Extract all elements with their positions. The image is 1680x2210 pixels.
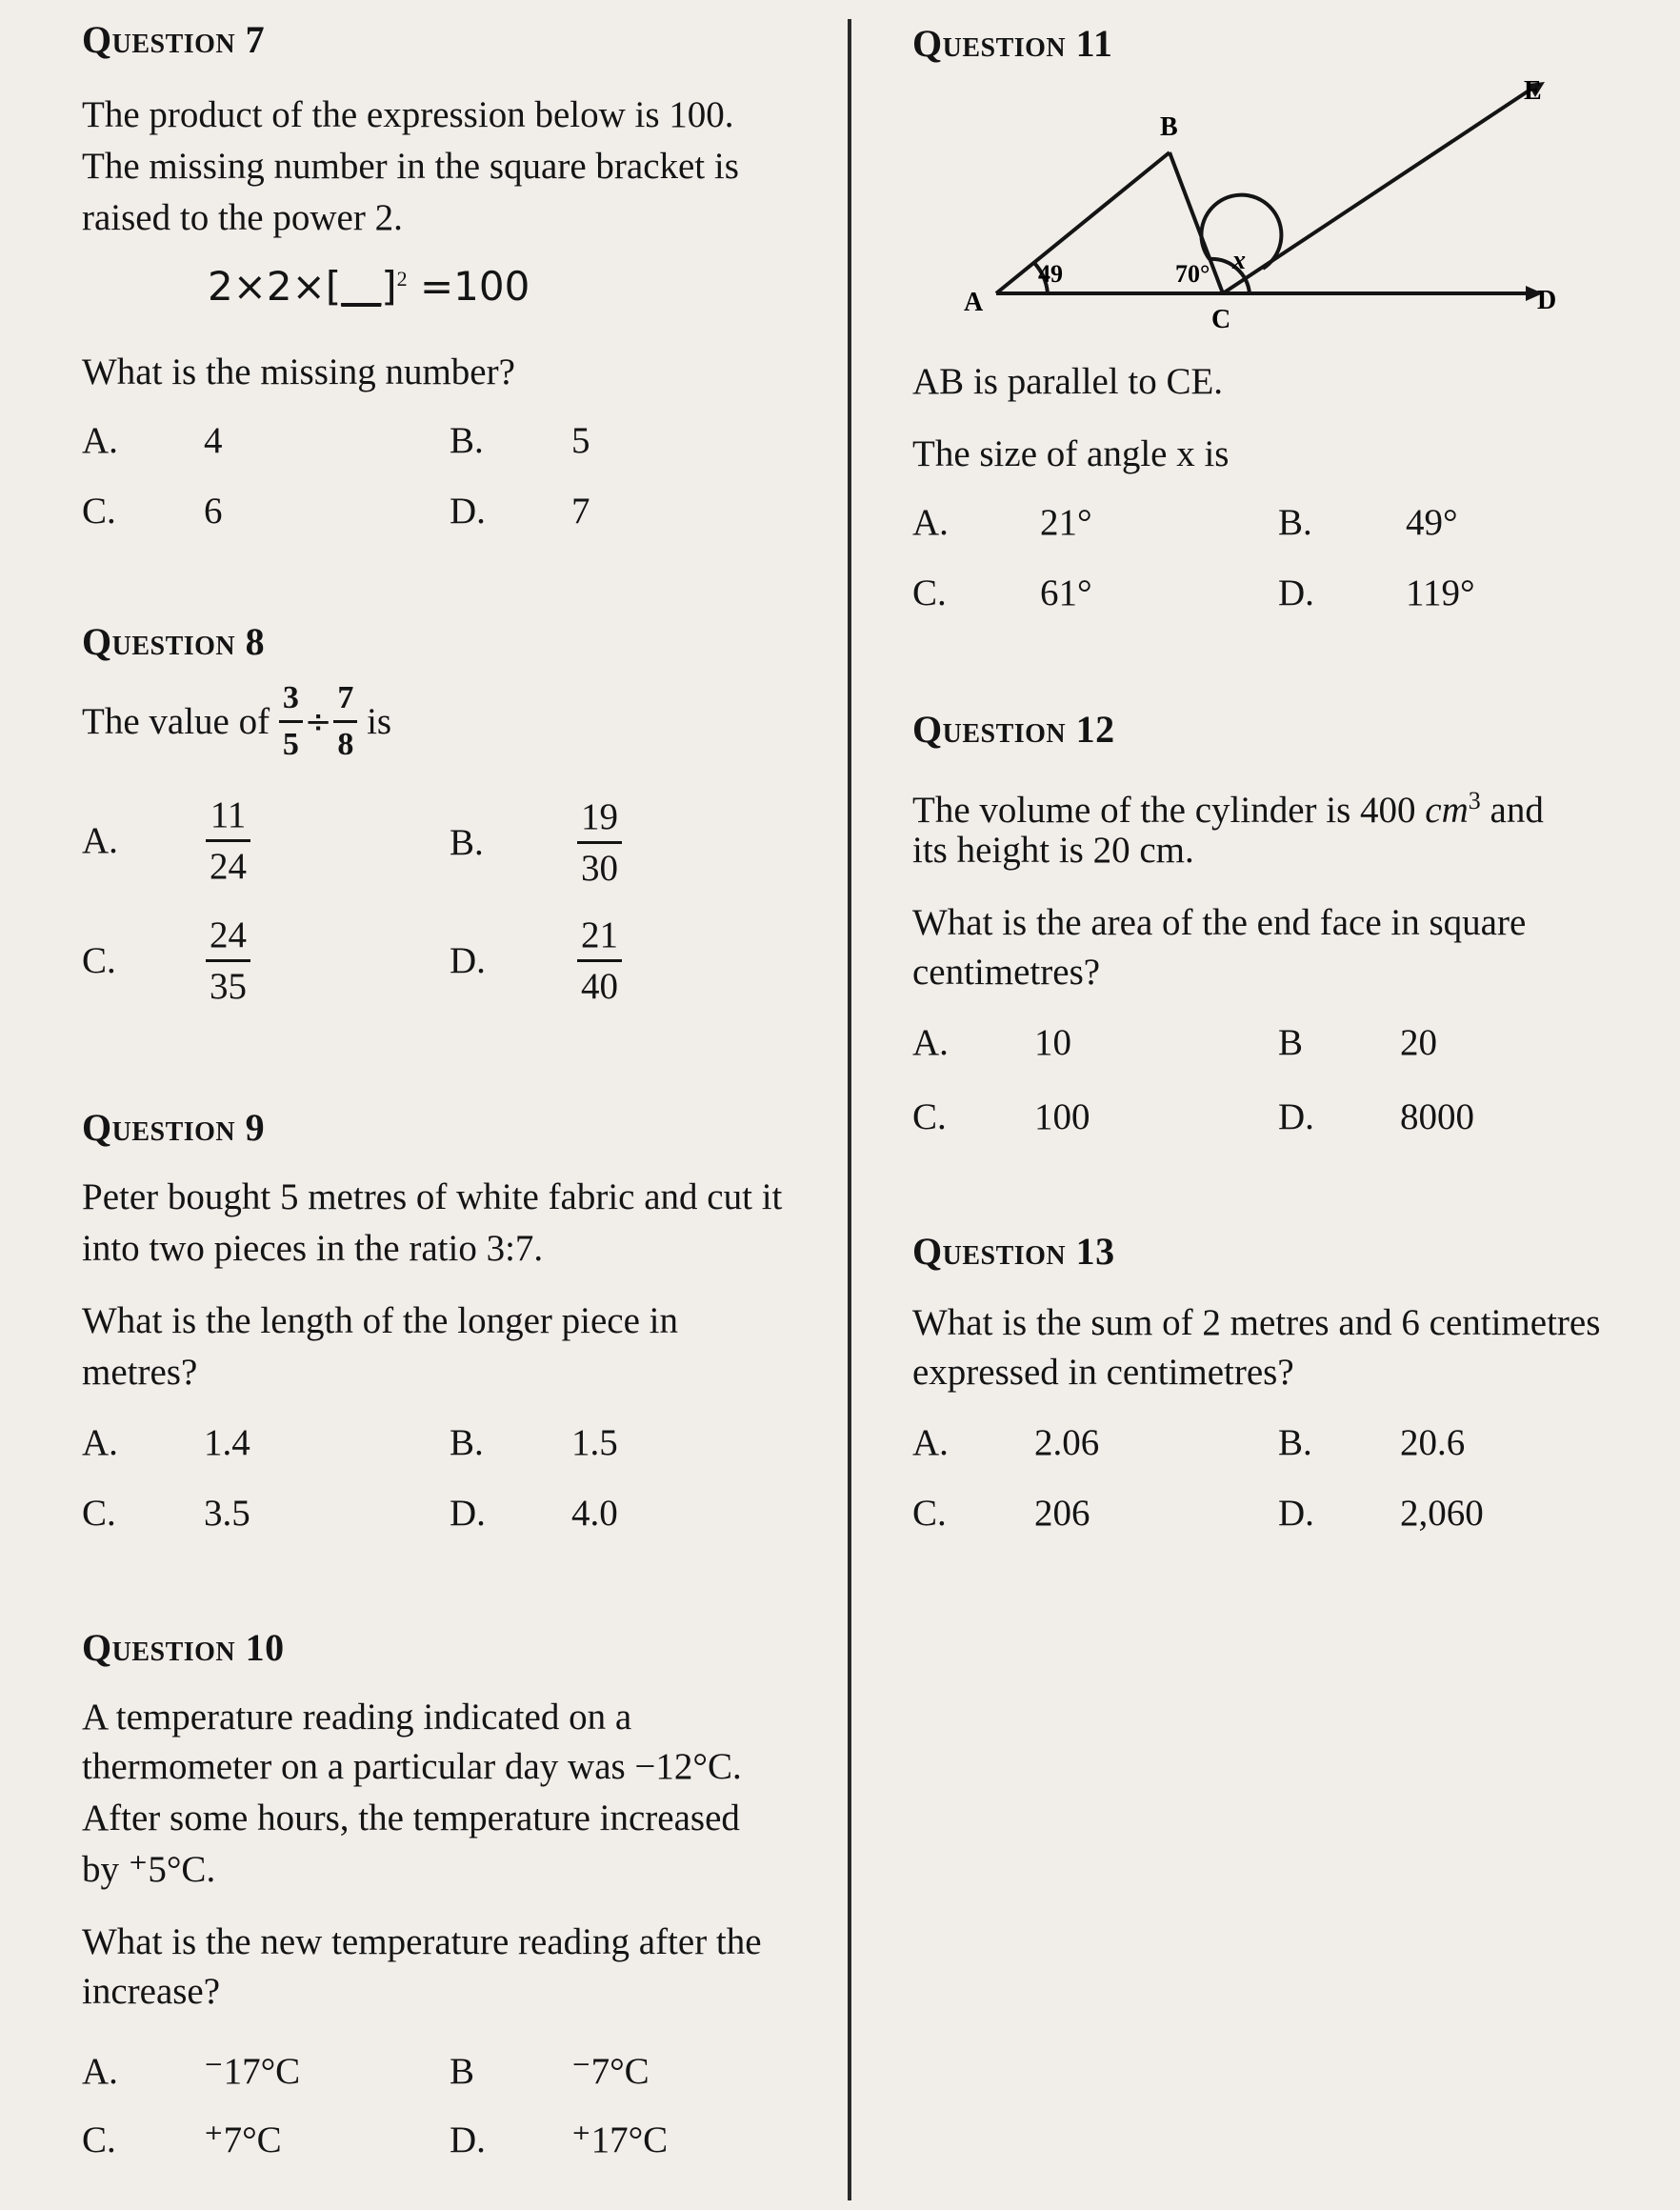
angle-x-label: x <box>1232 246 1246 275</box>
option-value: 1.4 <box>204 1422 250 1463</box>
option-letter: C. <box>912 1493 947 1534</box>
option-letter: B. <box>450 1422 484 1463</box>
question-8 <box>82 619 825 1029</box>
label-a: A <box>964 288 984 317</box>
option-letter: A. <box>912 1422 949 1463</box>
question-10-title: Question 10 <box>82 1626 285 1669</box>
question-12-prompt-2: centimetres? <box>912 952 1101 993</box>
label-d: D <box>1537 286 1557 315</box>
question-8-stem: The value of $\frac{3}{5}$ ÷ $\frac{7}{8}$ is <box>82 680 392 762</box>
option-letter: B. <box>1278 1422 1312 1463</box>
question-13-title: Question 13 <box>912 1230 1115 1273</box>
question-7 <box>82 17 825 551</box>
question-8-title: Question 8 <box>82 620 266 663</box>
option-value: 4 <box>204 420 223 461</box>
column-divider <box>848 19 851 2200</box>
option-letter: C. <box>912 573 947 613</box>
question-7-expression: 2×2×[__]$^2$ =100 <box>208 263 530 310</box>
question-11 <box>912 21 1636 631</box>
option-value: 1.5 <box>571 1422 618 1463</box>
option-value: ⁻7°C <box>571 2051 650 2092</box>
question-9-line-2: into two pieces in the ratio 3:7. <box>82 1228 544 1269</box>
angle-49-label: 49 <box>1038 260 1063 288</box>
option-letter: A. <box>82 1422 118 1463</box>
option-letter: A. <box>82 420 118 461</box>
option-letter: D. <box>1278 573 1314 613</box>
option-letter: B <box>1278 1022 1304 1063</box>
blank: __ <box>341 266 382 310</box>
question-10-line-2: thermometer on a particular day was −12°C. <box>82 1746 742 1787</box>
line-ab <box>996 152 1170 293</box>
question-7-line-2: The missing number in the square bracket is <box>82 146 739 187</box>
option-letter: C. <box>912 1096 947 1137</box>
option-value: 61° <box>1040 573 1092 613</box>
option-value: 3.5 <box>204 1493 250 1534</box>
option-letter: D. <box>1278 1493 1314 1534</box>
label-e: E <box>1524 78 1542 106</box>
option-value: 20 <box>1400 1022 1437 1063</box>
option-value: 49° <box>1406 502 1458 543</box>
option-b: B. $\frac{19}{30}$ <box>450 798 622 887</box>
question-12-title: Question 12 <box>912 708 1115 751</box>
option-value: ⁺7°C <box>204 2120 282 2160</box>
question-12-line-1: The volume of the cylinder is 400 $cm^3$ and <box>912 787 1544 831</box>
question-10-prompt-1: What is the new temperature reading after the <box>82 1921 762 1962</box>
option-value: ⁻17°C <box>204 2051 301 2092</box>
question-10-prompt-2: increase? <box>82 1971 221 2012</box>
question-7-line-3: raised to the power 2. <box>82 197 403 238</box>
label-c: C <box>1211 305 1231 334</box>
option-letter: A. <box>912 1022 949 1063</box>
question-9 <box>82 1105 834 1543</box>
angle-diagram <box>943 78 1571 345</box>
option-letter: C. <box>82 2120 116 2160</box>
angle-70-label: 70° <box>1175 260 1210 288</box>
option-letter: A. <box>912 502 949 543</box>
question-11-statement: AB is parallel to CE. <box>912 361 1224 402</box>
question-9-line-1: Peter bought 5 metres of white fabric and cut it <box>82 1176 783 1217</box>
question-9-prompt-2: metres? <box>82 1352 198 1393</box>
option-letter: C. <box>82 1493 116 1534</box>
option-value: 10 <box>1034 1022 1071 1063</box>
option-value: 119° <box>1406 573 1475 613</box>
option-value: 100 <box>1034 1096 1090 1137</box>
question-7-prompt: What is the missing number? <box>82 352 515 392</box>
question-11-title: Question 11 <box>912 22 1113 65</box>
option-value: 5 <box>571 420 590 461</box>
question-10-line-4: by ⁺5°C. <box>82 1849 216 1890</box>
option-letter: A. <box>82 2051 118 2092</box>
question-7-title: Question 7 <box>82 18 266 61</box>
question-13-prompt-1: What is the sum of 2 metres and 6 centimetres <box>912 1302 1601 1343</box>
option-d: D. $\frac{21}{40}$ <box>450 916 622 1005</box>
question-11-prompt: The size of angle x is <box>912 433 1230 474</box>
option-value: 4.0 <box>571 1493 618 1534</box>
option-letter: D. <box>450 491 486 532</box>
question-12-line-2: its height is 20 cm. <box>912 830 1194 871</box>
option-value: 8000 <box>1400 1096 1474 1137</box>
option-a: A. $\frac{11}{24}$ <box>82 796 250 885</box>
option-value: 7 <box>571 491 590 532</box>
option-value: 206 <box>1034 1493 1090 1534</box>
fraction: $\frac{3}{5}$ <box>279 682 303 761</box>
option-value: 2,060 <box>1400 1493 1484 1534</box>
question-7-line-1: The product of the expression below is 100. <box>82 94 734 135</box>
question-10 <box>82 1625 834 2178</box>
question-13 <box>912 1229 1665 1553</box>
question-10-line-1: A temperature reading indicated on a <box>82 1697 632 1738</box>
question-13-prompt-2: expressed in centimetres? <box>912 1352 1294 1393</box>
option-letter: C. <box>82 491 116 532</box>
option-value: ⁺17°C <box>571 2120 669 2160</box>
option-letter: D. <box>1278 1096 1314 1137</box>
option-letter: D. <box>450 1493 486 1534</box>
option-value: 2.06 <box>1034 1422 1100 1463</box>
question-12-prompt-1: What is the area of the end face in square <box>912 902 1527 943</box>
option-value: 20.6 <box>1400 1422 1466 1463</box>
option-letter: B. <box>450 420 484 461</box>
question-12 <box>912 707 1655 1155</box>
option-value: 6 <box>204 491 223 532</box>
question-9-prompt-1: What is the length of the longer piece in <box>82 1300 678 1341</box>
option-c: C. $\frac{24}{35}$ <box>82 916 250 1005</box>
option-letter: D. <box>450 2120 486 2160</box>
question-10-line-3: After some hours, the temperature increased <box>82 1798 740 1838</box>
option-value: 21° <box>1040 502 1092 543</box>
option-letter: B. <box>1278 502 1312 543</box>
fraction: $\frac{7}{8}$ <box>333 682 357 761</box>
label-b: B <box>1160 112 1178 142</box>
option-letter: B <box>450 2051 475 2092</box>
question-9-title: Question 9 <box>82 1106 266 1149</box>
